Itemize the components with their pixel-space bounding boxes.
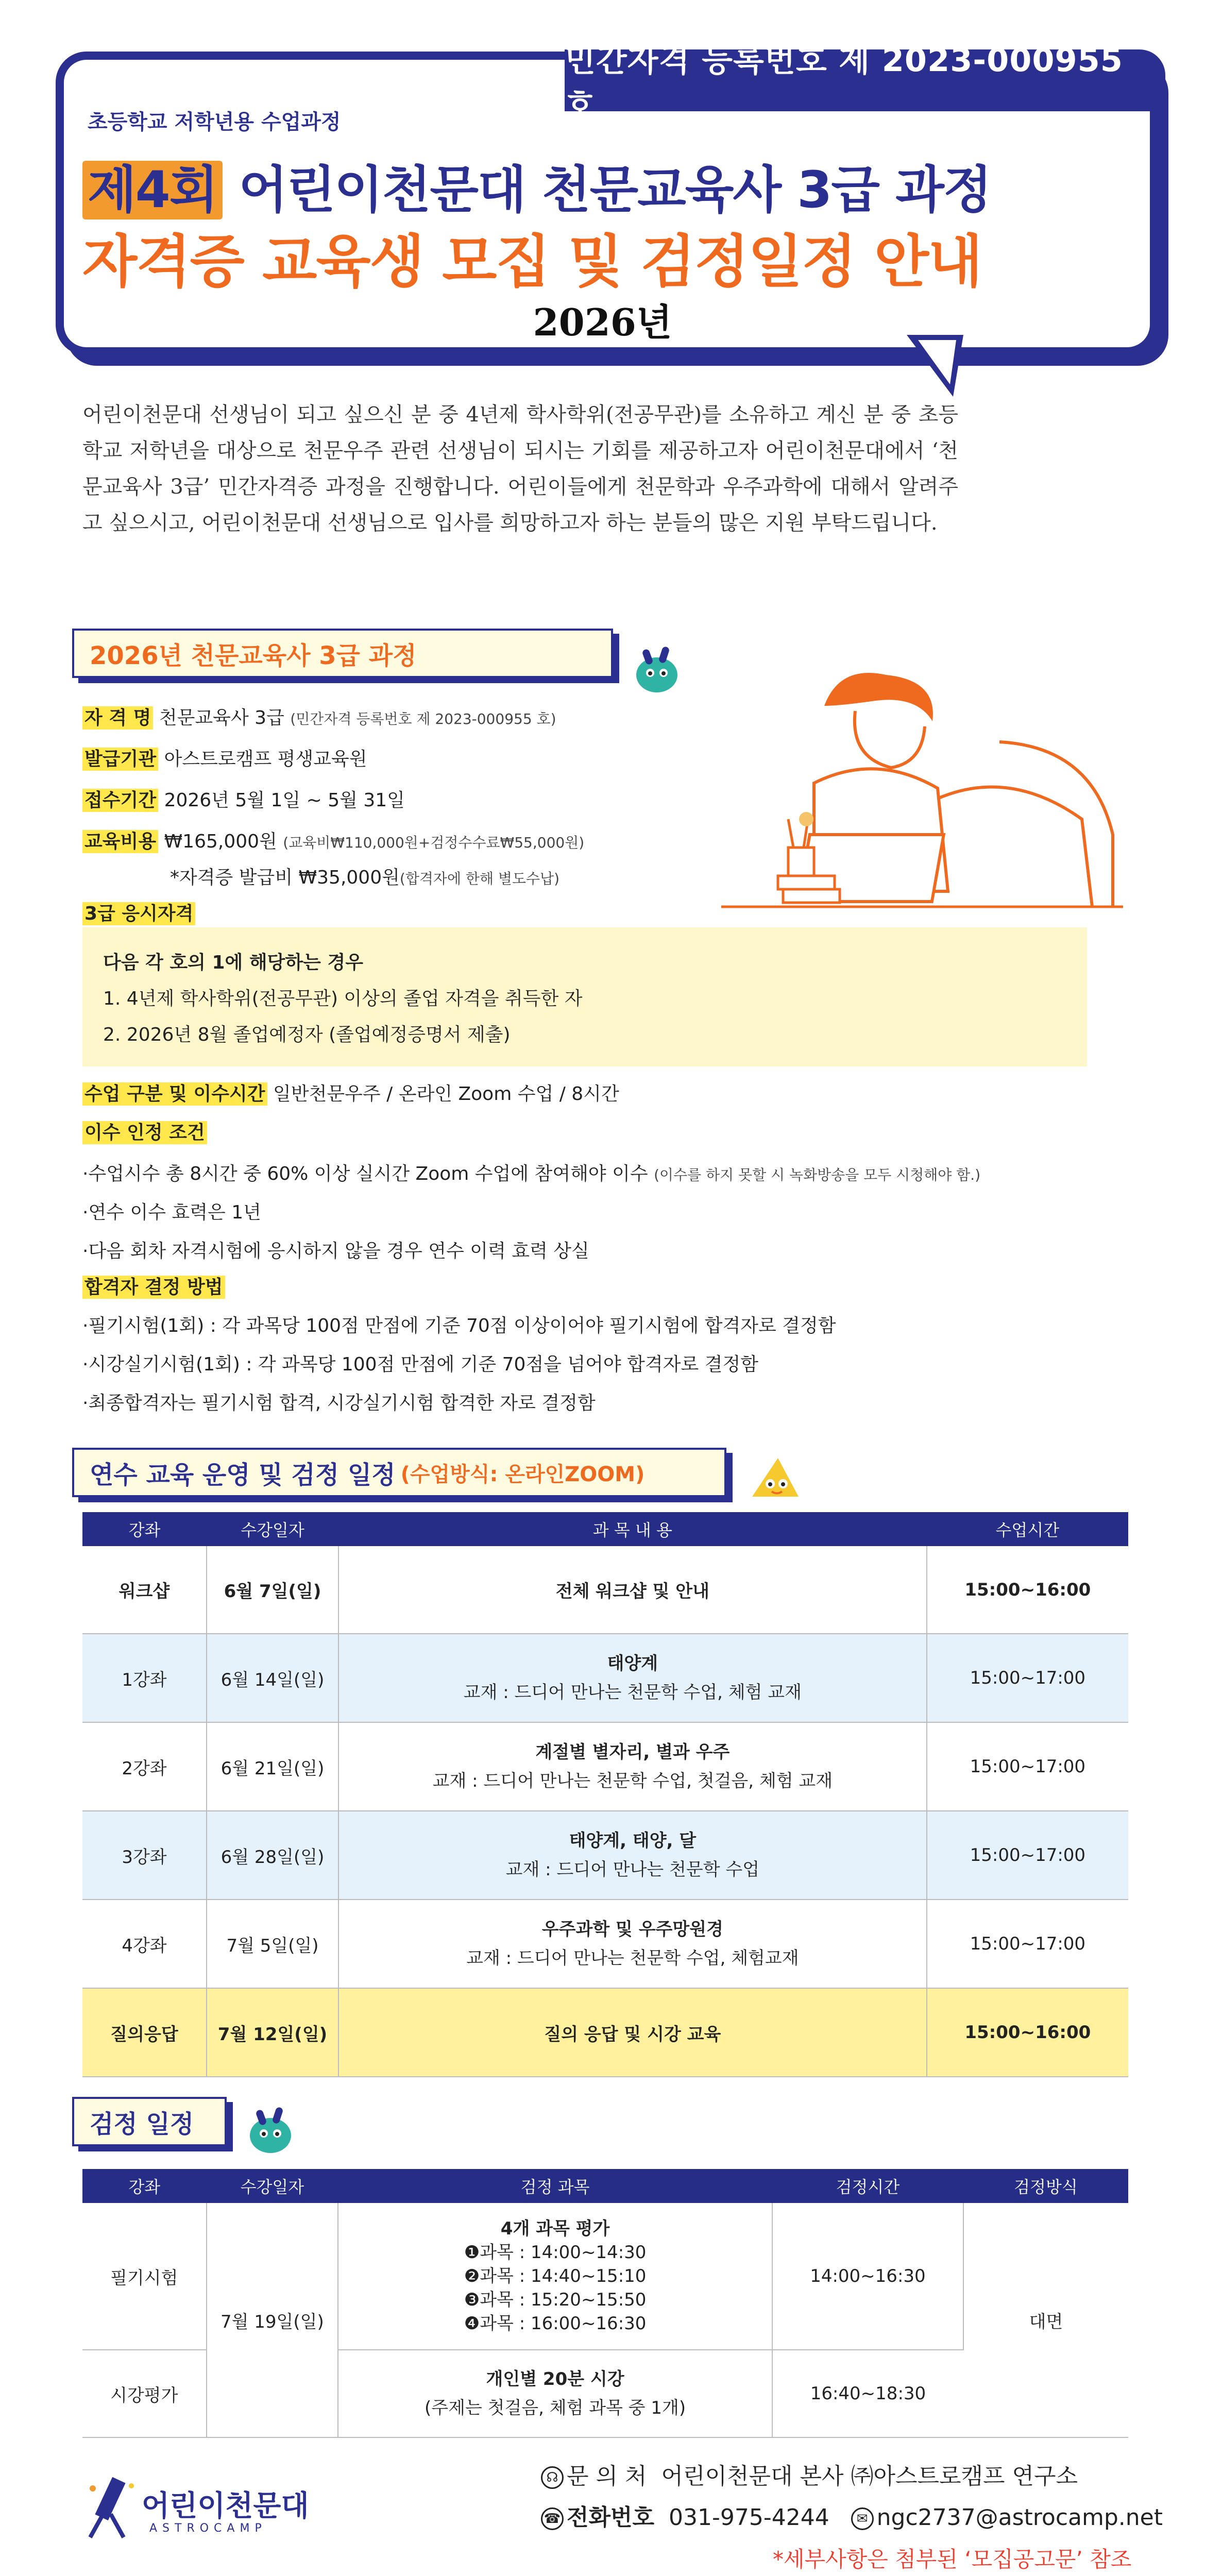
eligibility-head: 다음 각 호의 1에 해당하는 경우 [103,952,364,973]
cell-content-sub: 교재 : 드디어 만나는 천문학 수업 [505,1859,760,1880]
issuer-value: 아스트로캠프 평생교육원 [164,749,367,770]
table-row [82,1634,1128,1722]
phone-label: 전화번호 [567,2504,655,2531]
cell-time: 15:00~17:00 [927,1634,1128,1722]
table-row [82,1811,1128,1900]
table-row [82,1546,1128,1634]
pass-item-3: ·최종합격자는 필기시험 합격, 시강실기시험 합격한 자로 결정함 [82,1393,596,1414]
exam-table [82,2169,1128,2438]
completion-text-1: ·수업시수 총 8시간 중 60% 이상 실시간 Zoom 수업에 참여해야 이수 [82,1163,648,1184]
cell-content [338,1722,927,1811]
cell-time: 15:00~17:00 [927,1900,1128,1988]
intro-paragraph: 어린이천문대 선생님이 되고 싶으신 분 중 4년제 학사학위(전공무관)를 소유하고 계신 분 중 초등학교 저학년을 대상으로 천문우주 관련 선생님이 되시는 기회를 제공하고자 어린이천문대에서 ‘천문교육사 3급’ 민간자격증 과정을 진행합니다. 어린이들에게 천문학과 우주과학에 대해서 알려주고 싶으시고, 어린이천문대 선생님으로 입사를 희망하고자 하는 분들의 많은 지원 부탁드립니다. [82,403,958,535]
eligibility-item-1: 1. 4년제 학사학위(전공무관) 이상의 졸업 자격을 취득한 자 [103,988,583,1009]
cert-fee-line [170,863,559,889]
completion-label: 이수 인정 조건 [82,1121,207,1144]
cert-fee-note: (합격자에 한해 별도수납) [399,870,560,887]
exam-header-row [82,2169,1128,2203]
astrocamp-logo [82,2473,139,2542]
cell-content [338,1634,927,1722]
practical-title: 개인별 20분 시강 [486,2369,624,2389]
phone-value[interactable]: 031-975-4244 [669,2504,829,2531]
cell-time: 15:00~17:00 [927,1722,1128,1811]
written-item: ❹과목 : 16:00~16:30 [464,2313,647,2334]
cell-content-title: 태양계 [607,1653,658,1674]
period-value: 2026년 5월 1일 ~ 5월 31일 [164,790,405,811]
qualification-label: 자 격 명 [82,706,153,730]
cell-time: 15:00~16:00 [927,1988,1128,2077]
section-course-label: 2026년 천문교육사 3급 과정 [90,641,417,670]
cell-practical-label: 시강평가 [82,2350,207,2437]
page-title [82,149,991,222]
cell-date: 6월 7일(일) [207,1546,338,1634]
section-exam-title [72,2097,227,2146]
mascot-icon [629,639,685,698]
contact-value: 어린이천문대 본사 ㈜아스트로캠프 연구소 [661,2463,1078,2489]
cell-written-time: 14:00~16:30 [772,2203,963,2350]
mascot-2-icon [242,2099,299,2158]
cell-exam-date: 7월 19일(일) [207,2203,338,2437]
cell-date: 6월 28일(일) [207,1811,338,1900]
eligibility-item-2: 2. 2026년 8월 졸업예정자 (졸업예정증명서 제출) [103,1024,511,1045]
section-course-title [72,629,613,678]
qualification-value: 천문교육사 3급 [159,707,284,728]
fee-line [82,827,584,853]
teacher-illustration-icon [721,665,1123,935]
class-label: 수업 구분 및 이수시간 [82,1082,267,1106]
table-row [82,1988,1128,2077]
cell-date: 7월 5일(일) [207,1900,338,1988]
exam-header-method: 검정방식 [963,2169,1128,2203]
cell-practical-subject [338,2350,772,2437]
cell-date: 6월 14일(일) [207,1634,338,1722]
cell-content-sub: 교재 : 드디어 만나는 천문학 수업, 체험교재 [466,1948,799,1969]
schedule-header-content: 과 목 내 용 [338,1512,927,1546]
banner-tail-inner [918,340,956,384]
cell-written-label: 필기시험 [82,2203,207,2350]
issuer-line [82,744,367,771]
class-line [82,1079,619,1106]
fee-note: (교육비₩110,000원+검정수수료₩55,000원) [283,834,585,851]
written-item: ❶과목 : 14:00~14:30 [464,2242,647,2263]
year: 2026년 [533,300,672,344]
cell-content: 전체 워크샵 및 안내 [338,1546,927,1634]
completion-line [82,1118,207,1144]
cell-content-title: 태양계, 태양, 달 [569,1831,697,1851]
period-label: 접수기간 [82,789,158,812]
qualification-note: (민간자격 등록번호 제 2023-000955 호) [290,710,556,727]
schedule-header-row [82,1512,1128,1546]
section-schedule-label: 연수 교육 운영 및 검정 일정 [90,1460,396,1489]
period-line [82,786,405,812]
class-value: 일반천문우주 / 온라인 Zoom 수업 / 8시간 [273,1083,619,1105]
cell-course: 3강좌 [82,1811,207,1900]
qualification-line [82,703,556,730]
cell-time: 15:00~16:00 [927,1546,1128,1634]
section-schedule-sub: (수업방식: 온라인ZOOM) [400,1462,645,1486]
cell-content-title: 우주과학 및 우주망원경 [541,1919,723,1940]
exam-header-time: 검정시간 [772,2169,963,2203]
pass-item-1: ·필기시험(1회) : 각 과목당 100점 만점에 기준 70점 이상이어야 필기시험에 합격자로 결정함 [82,1315,836,1336]
cell-content-title: 계절별 별자리, 별과 우주 [535,1742,730,1762]
issuer-label: 발급기관 [82,748,158,771]
cell-exam-method: 대면 [963,2203,1128,2437]
section-schedule-title [72,1448,726,1497]
cell-content-sub: 교재 : 드디어 만나는 천문학 수업, 체험 교재 [463,1682,802,1703]
completion-item-2: ·연수 이수 효력은 1년 [82,1202,261,1223]
schedule-header-date: 수강일자 [207,1512,338,1546]
contact-label: 문 의 처 [567,2463,647,2489]
phone-icon: ☎ [541,2507,564,2530]
exam-header-subject: 검정 과목 [338,2169,772,2203]
page-title-line2: 자격증 교육생 모집 및 검정일정 안내 [82,229,982,295]
cell-course: 2강좌 [82,1722,207,1811]
cell-written-subjects [338,2203,772,2350]
title-rest: 어린이천문대 천문교육사 3급 과정 [239,161,991,219]
fee-value: ₩165,000원 [164,831,277,852]
written-item: ❷과목 : 14:40~15:10 [464,2266,647,2286]
table-row [82,1722,1128,1811]
cell-course: 워크샵 [82,1546,207,1634]
phone-line [541,2499,1163,2532]
eligibility-label: 3급 응시자격 [82,902,195,925]
table-row [82,2203,1128,2350]
schedule-header-time: 수업시간 [927,1512,1128,1546]
cheese-mascot-icon [747,1453,804,1506]
logo-sub: ASTROCAMP [149,2522,267,2535]
completion-item-1 [82,1159,980,1185]
cell-date: 6월 21일(일) [207,1722,338,1811]
practical-sub: (주제는 첫걸음, 체험 과목 중 1개) [425,2398,686,2418]
cell-content-sub: 교재 : 드디어 만나는 천문학 수업, 첫걸음, 체험 교재 [432,1771,833,1791]
cell-content: 질의 응답 및 시강 교육 [338,1988,927,2077]
cell-course: 4강좌 [82,1900,207,1988]
completion-item-3: ·다음 회차 자격시험에 응시하지 않을 경우 연수 이력 효력 상실 [82,1241,589,1262]
pass-item-2: ·시강실기시험(1회) : 각 과목당 100점 만점에 기준 70점을 넘어야 합격자로 결정함 [82,1354,759,1375]
cell-course: 1강좌 [82,1634,207,1722]
pass-line [82,1273,225,1299]
logo-text: 어린이천문대 [142,2489,309,2523]
schedule-table [82,1512,1128,2077]
footer-note: *세부사항은 첨부된 ‘모집공고문’ 참조 [773,2547,1132,2572]
cert-fee: *자격증 발급비 ₩35,000원 [170,867,400,888]
exam-header-date: 수강일자 [207,2169,338,2203]
title-highlight: 제4회 [82,161,223,219]
section-exam-label: 검정 일정 [90,2109,194,2139]
exam-header-course: 강좌 [82,2169,207,2203]
table-row [82,1900,1128,1988]
fee-label: 교육비용 [82,830,158,853]
email-link[interactable]: ngc2737@astrocamp.net [876,2504,1163,2531]
pass-label: 합격자 결정 방법 [82,1276,225,1299]
completion-note-1: (이수를 하지 못할 시 녹화방송을 모두 시청해야 함.) [654,1166,981,1183]
registration-tab: 민간자격 등록번호 제 2023-000955 호 [565,49,1165,111]
headset-icon: ☊ [541,2466,564,2489]
subheading: 초등학교 저학년용 수업과정 [88,110,341,134]
contact-line [541,2458,1078,2490]
schedule-header-course: 강좌 [82,1512,207,1546]
cell-content [338,1811,927,1900]
written-item: ❸과목 : 15:20~15:50 [464,2290,647,2310]
eligibility-line [82,899,195,925]
cell-time: 15:00~17:00 [927,1811,1128,1900]
mail-icon: ✉ [851,2507,874,2530]
cell-date: 7월 12일(일) [207,1988,338,2077]
cell-content [338,1900,927,1988]
cell-course: 질의응답 [82,1988,207,2077]
cell-practical-time: 16:40~18:30 [772,2350,963,2437]
written-title: 4개 과목 평가 [500,2218,610,2239]
